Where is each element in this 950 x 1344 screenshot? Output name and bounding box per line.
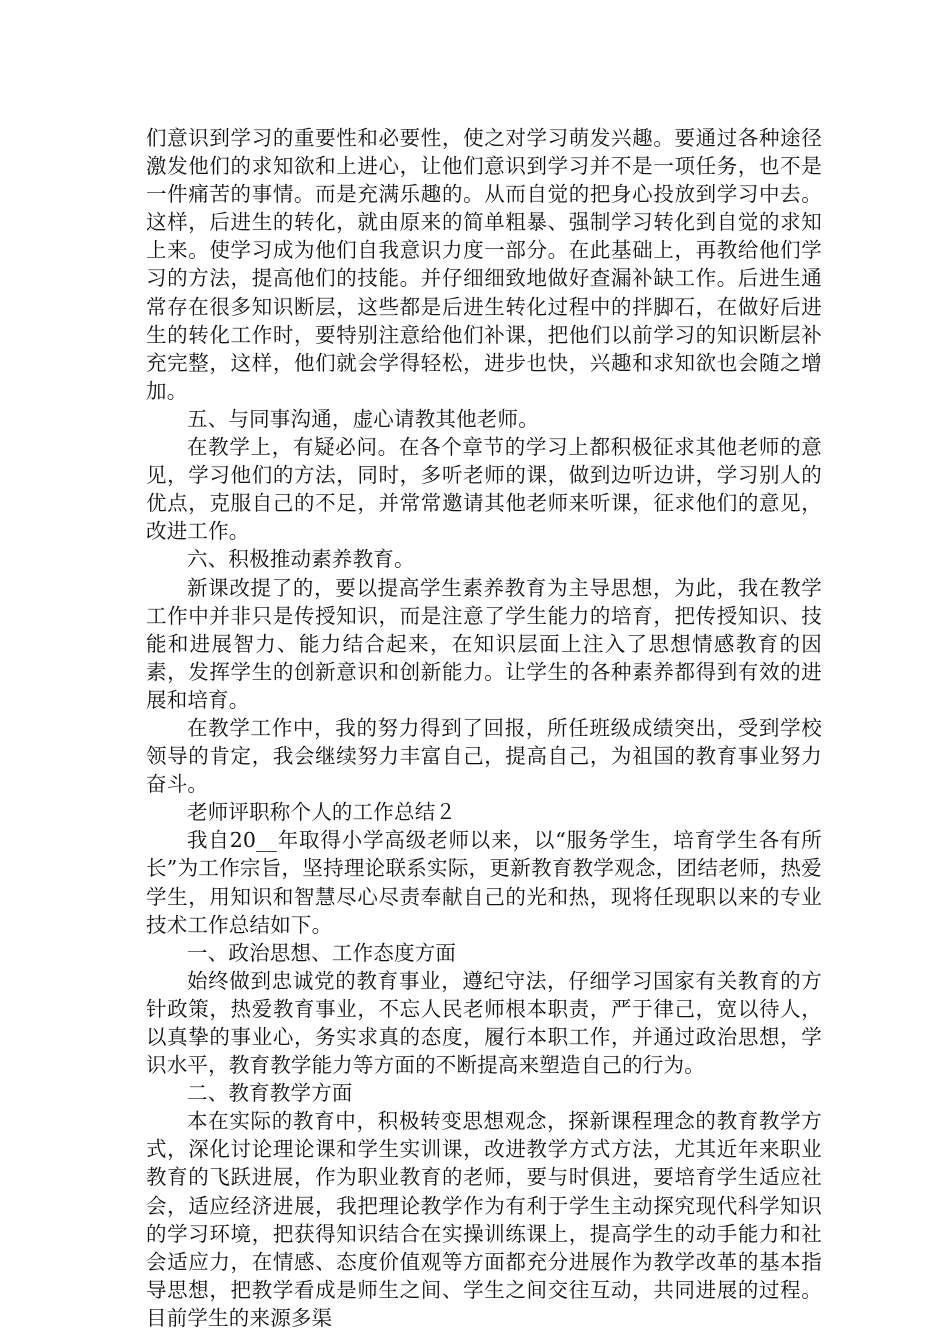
section-heading: 一、政治思想、工作态度方面: [187, 940, 457, 965]
paragraph-body: 在教学工作中，我的努力得到了回报，所任班级成绩突出，受到学校领导的肯定，我会继续努力丰富自己，提高自己，为祖国的教育事业努力奋斗。: [146, 715, 822, 797]
section-heading: 六、积极推动素养教育。: [187, 547, 415, 572]
section-heading: 五、与同事沟通，虚心请教其他老师。: [187, 406, 539, 431]
paragraph-body: 们意识到学习的重要性和必要性，使之对学习萌发兴趣。要通过各种途径激发他们的求知欲和上进心，让他们意识到学习并不是一项任务，也不是一件痛苦的事情。而是充满乐趣的。从而自觉的把身心投放到学习中去。这样，后进生的转化，就由原来的简单粗暴、强制学习转化到自觉的求知上来。使学习成为他们自我意识力度一部分。在此基础上，再教给他们学习的方法，提高他们的技能。并仔细细致地做好查漏补缺工作。后进生通常存在很多知识断层，这些都是后进生转化过程中的拌脚石，在做好后进生的转化工作时，要特别注意给他们补课，把他们以前学习的知识断层补充完整，这样，他们就会学得轻松，进步也快，兴趣和求知欲也会随之增加。: [146, 126, 822, 403]
paragraph-body: 新课改提了的，要以提高学生素养教育为主导思想，为此，我在教学工作中并非只是传授知识，而是注意了学生能力的培育，把传授知识、技能和进展智力、能力结合起来，在知识层面上注入了思想情感教育的因素，发挥学生的创新意识和创新能力。让学生的各种素养都得到有效的进展和培育。: [146, 575, 822, 712]
document-title: 老师评职称个人的工作总结２: [187, 800, 457, 825]
paragraph-body: 在教学上，有疑必问。在各个章节的学习上都积极征求其他老师的意见，学习他们的方法，同时，多听老师的课，做到边听边讲，学习别人的优点，克服自己的不足，并常常邀请其他老师来听课，征求他们的意见，改进工作。: [146, 435, 822, 544]
paragraph-body: 始终做到忠诚党的教育事业，遵纪守法，仔细学习国家有关教育的方针政策，热爱教育事业，不忘人民老师根本职责，严于律己，宽以待人，以真挚的事业心，务实求真的态度，履行本职工作，并通过政治思想，学识水平，教育教学能力等方面的不断提高来塑造自己的行为。: [146, 968, 822, 1078]
paragraph-body: 我自20__年取得小学高级老师以来，以“服务学生，培育学生各有所长”为工作宗旨，坚持理论联系实际，更新教育教学观念，团结老师，热爱学生，用知识和智慧尽心尽责奉献自己的光和热，现将任现职以来的专业技术工作总结如下。: [146, 828, 822, 937]
document-page: [146, 124, 822, 1332]
paragraph-body: 本在实际的教育中，积极转变思想观念，探新课程理念的教育教学方式，深化讨论理论课和学生实训课，改进教学方式方法，尤其近年来职业教育的飞跃进展，作为职业教育的老师，要与时俱进，要培育学生适应社会，适应经济进展，我把理论教学作为有利于学生主动探究现代科学知识的学习环境，把获得知识结合在实操训练课上，提高学生的动手能力和社会适应力，在情感、态度价值观等方面都充分进展作为教学改革的基本指导思想，把教学看成是师生之间、学生之间交往互动，共同进展的过程。目前学生的来源多渠: [146, 1109, 822, 1330]
section-heading: 二、教育教学方面: [187, 1081, 353, 1106]
